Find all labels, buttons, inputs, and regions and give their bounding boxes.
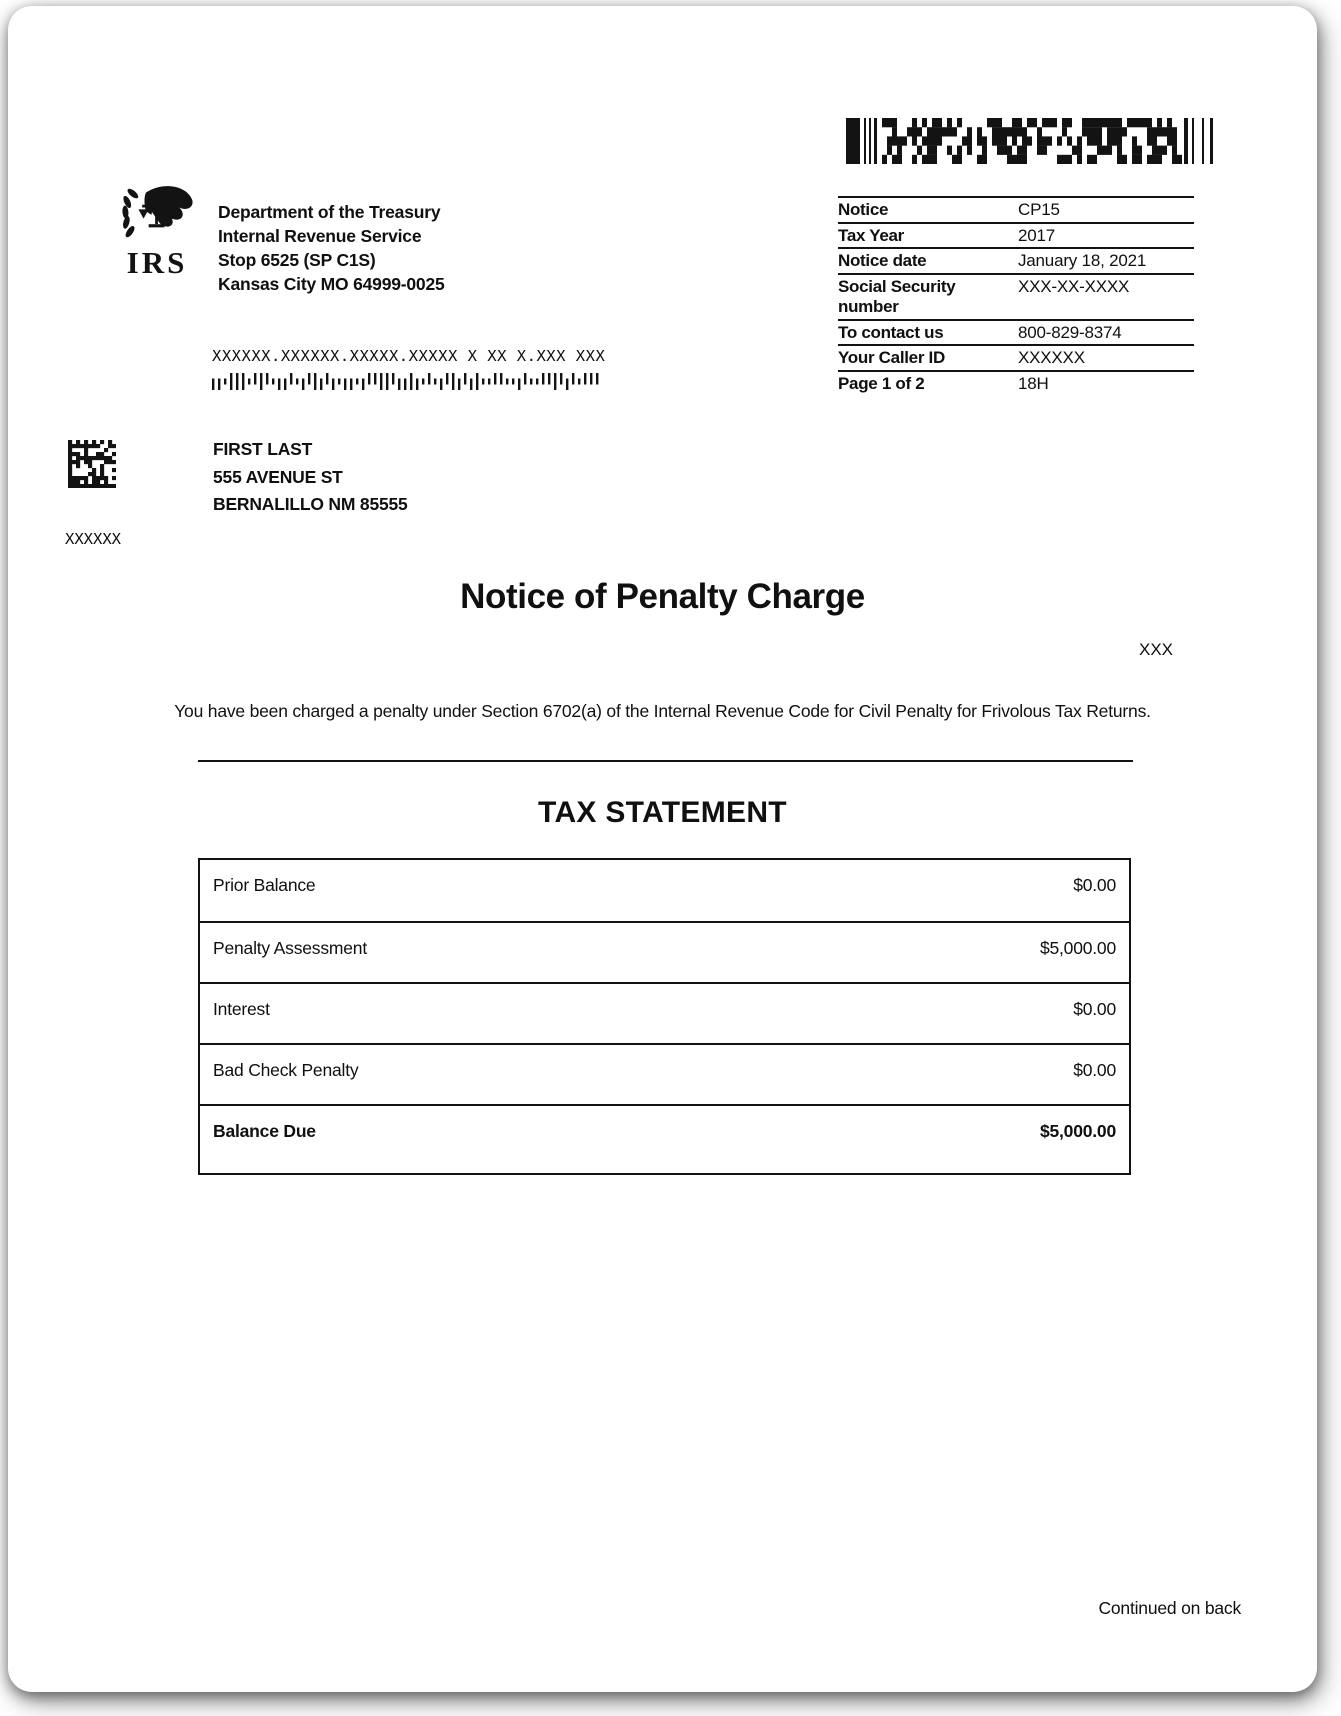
datamatrix-barcode-icon — [68, 440, 116, 488]
divider — [198, 760, 1133, 762]
statement-label: Interest — [213, 999, 270, 1019]
right-mark: XXX — [1139, 640, 1174, 659]
statement-row-prior-balance — [200, 860, 1129, 921]
info-label: Notice — [838, 200, 889, 219]
irs-logo-text: IRS — [126, 245, 188, 280]
info-row-contact — [838, 319, 1194, 345]
intro-text: You have been charged a penalty under Section 6702(a) of the Internal Revenue Code for Civil Penalty for Frivolous Tax Returns. — [174, 701, 1151, 721]
info-value: XXXXXX — [1018, 348, 1085, 367]
intelligent-mail-barcode-icon — [212, 373, 604, 390]
info-value: CP15 — [1018, 200, 1060, 219]
statement-value: $0.00 — [1073, 999, 1116, 1019]
sender-line: Kansas City MO 64999-0025 — [218, 274, 445, 294]
sender-line: Stop 6525 (SP C1S) — [218, 250, 376, 270]
info-label: Social Security number — [838, 276, 956, 316]
recipient-address — [213, 436, 408, 519]
continued-note: Continued on back — [1098, 1598, 1241, 1618]
tax-statement-heading: TAX STATEMENT — [538, 796, 787, 829]
statement-value: $0.00 — [1073, 875, 1116, 895]
statement-row-interest — [200, 982, 1129, 1043]
info-value: January 18, 2021 — [1018, 251, 1147, 270]
statement-value: $5,000.00 — [1039, 1121, 1116, 1141]
info-value: 800-829-8374 — [1018, 322, 1122, 342]
statement-row-bad-check-penalty — [200, 1043, 1129, 1104]
statement-label: Prior Balance — [213, 875, 316, 895]
info-label: Tax Year — [838, 225, 904, 245]
statement-label: Balance Due — [213, 1121, 316, 1141]
statement-value: $0.00 — [1073, 1060, 1116, 1080]
recipient-line: 555 AVENUE ST — [213, 466, 343, 487]
info-row-notice — [838, 196, 1194, 222]
notice-info-table — [838, 196, 1194, 395]
info-row-caller-id — [838, 344, 1194, 370]
info-row-page — [838, 370, 1194, 396]
sender-address — [218, 200, 445, 296]
statement-row-balance-due — [200, 1104, 1129, 1173]
irs-logo — [112, 182, 202, 294]
irs-notice-page — [8, 6, 1317, 1692]
info-label: To contact us — [838, 322, 944, 342]
tax-statement-table — [198, 858, 1131, 1175]
irs-eagle-icon — [118, 182, 196, 246]
recipient-line: BERNALILLO NM 85555 — [213, 494, 408, 514]
sender-line: Department of the Treasury — [218, 202, 441, 222]
margin-code: XXXXXX — [65, 530, 121, 548]
info-label: Your Caller ID — [838, 348, 945, 367]
recipient-line: FIRST LAST — [213, 439, 313, 459]
info-label: Page 1 of 2 — [838, 373, 925, 393]
notice-title: Notice of Penalty Charge — [460, 577, 865, 616]
info-value: XXX-XX-XXXX — [1018, 276, 1130, 296]
info-value: 18H — [1018, 373, 1049, 393]
sender-line: Internal Revenue Service — [218, 226, 422, 246]
info-row-ssn — [838, 273, 1194, 319]
statement-label: Bad Check Penalty — [213, 1060, 359, 1080]
info-value: 2017 — [1018, 225, 1056, 245]
statement-value: $5,000.00 — [1039, 938, 1116, 958]
pdf417-barcode-icon — [846, 118, 1218, 164]
info-row-notice-date — [838, 247, 1194, 273]
info-row-tax-year — [838, 222, 1194, 248]
mail-routing-code: XXXXXX.XXXXXX.XXXXX.XXXXX X XX X.XXX XXX — [212, 347, 606, 365]
info-label: Notice date — [838, 251, 927, 270]
statement-label: Penalty Assessment — [213, 938, 367, 958]
statement-row-penalty-assessment — [200, 921, 1129, 982]
